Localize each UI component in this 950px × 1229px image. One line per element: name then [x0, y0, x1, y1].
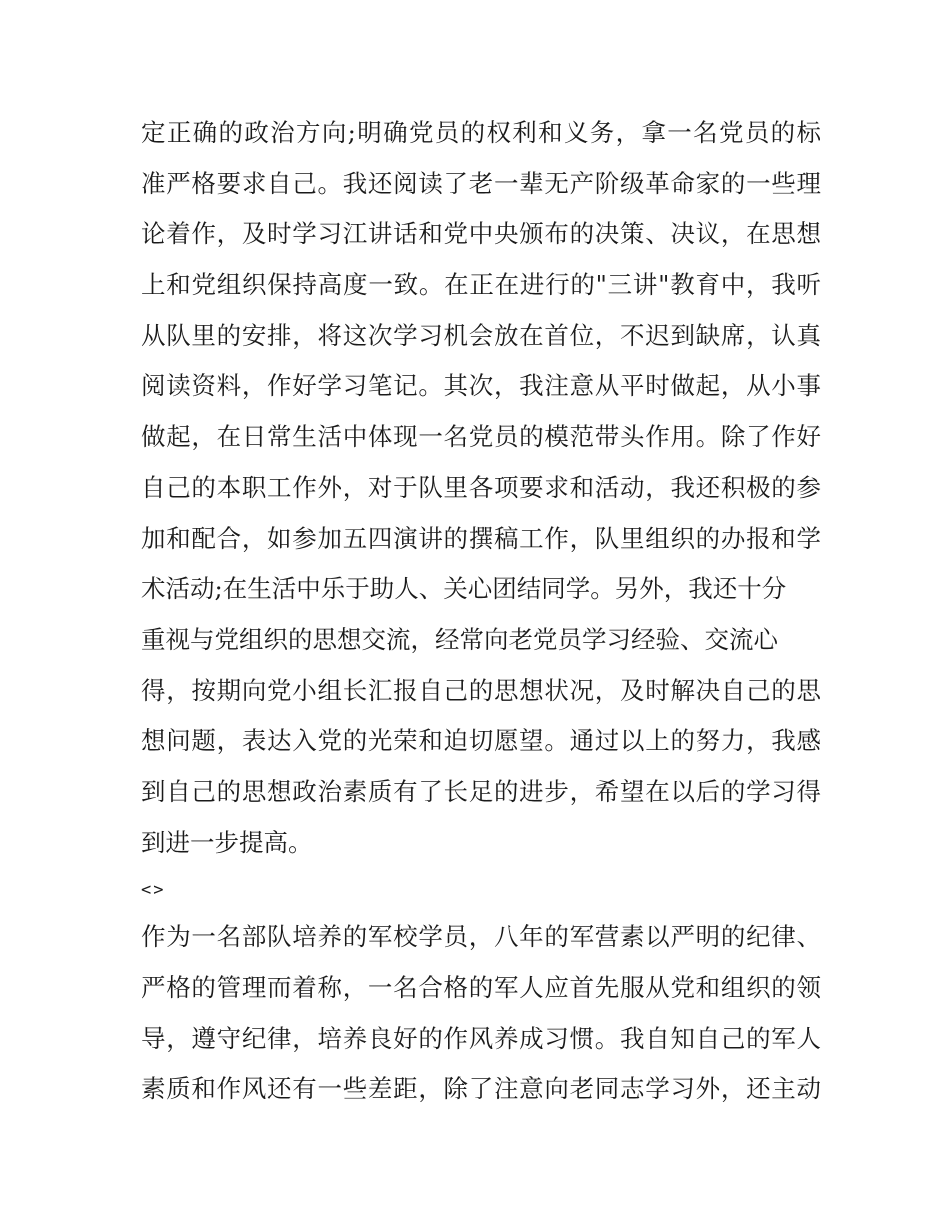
paragraph-1	[141, 108, 821, 868]
text-line: 严格的管理而着称，一名合格的军人应首先服从党和组织的领	[141, 973, 821, 1002]
text-line: 到自己的思想政治素质有了长足的进步，希望在以后的学习得	[141, 776, 821, 806]
text-line: 重视与党组织的思想交流，经常向老党员学习经验、交流心	[141, 624, 778, 654]
separator-marker: <>	[141, 880, 166, 901]
text-line: 想问题，表达入党的光荣和迫切愿望。通过以上的努力，我感	[141, 726, 821, 756]
text-line: 上和党组织保持高度一致。在正在进行的"三讲"教育中，我听	[141, 270, 821, 300]
text-line: 导，遵守纪律，培养良好的作风养成习惯。我自知自己的军人	[141, 1023, 821, 1053]
text-line: 定正确的政治方向;明确党员的权利和义务，拿一名党员的标	[141, 118, 821, 147]
text-line: 从队里的安排，将这次学习机会放在首位，不迟到缺席，认真	[141, 320, 821, 350]
document-body	[141, 108, 821, 1115]
text-line: 作为一名部队培养的军校学员，八年的军营素以严明的纪律、	[141, 922, 821, 952]
text-line: 加和配合，如参加五四演讲的撰稿工作，队里组织的办报和学	[141, 523, 821, 553]
text-line: 准严格要求自己。我还阅读了老一辈无产阶级革命家的一些理	[141, 168, 821, 198]
text-line: 论着作，及时学习江讲话和党中央颁布的决策、决议，在思想	[141, 219, 821, 249]
text-line: 素质和作风还有一些差距，除了注意向老同志学习外，还主动	[141, 1074, 821, 1104]
text-line: 做起，在日常生活中体现一名党员的模范带头作用。除了作好	[141, 422, 821, 452]
text-line: 到进一步提高。	[141, 827, 313, 857]
text-line: 得，按期向党小组长汇报自己的思想状况，及时解决自己的思	[141, 675, 821, 705]
text-line: 阅读资料，作好学习笔记。其次，我注意从平时做起，从小事	[141, 371, 821, 401]
text-line: 自己的本职工作外，对于队里各项要求和活动，我还积极的参	[141, 472, 821, 502]
paragraph-2	[141, 912, 821, 1115]
text-line: 术活动;在生活中乐于助人、关心团结同学。另外，我还十分	[141, 574, 787, 604]
